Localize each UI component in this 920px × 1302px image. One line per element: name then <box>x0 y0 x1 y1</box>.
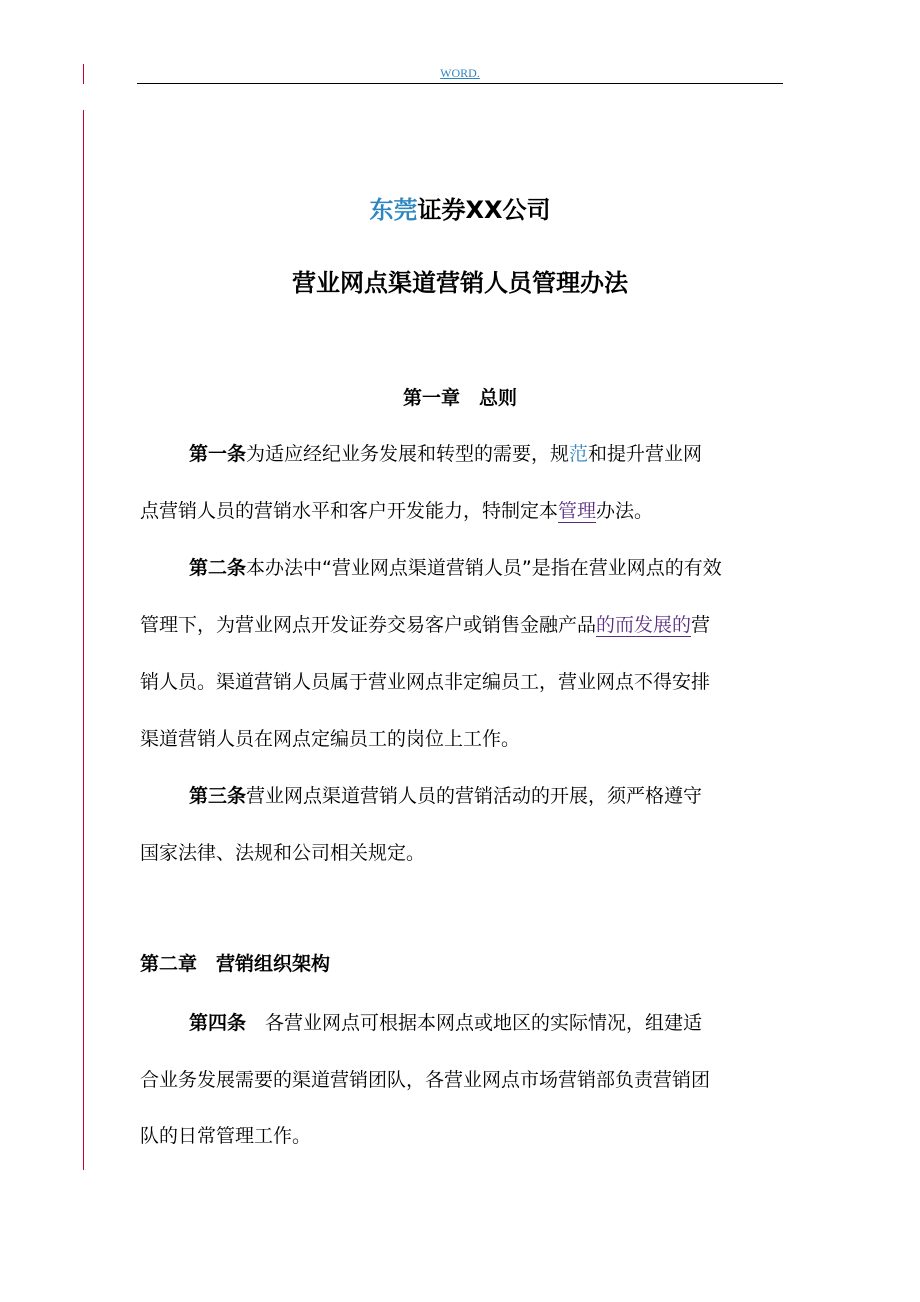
article-1-text: 点营销人员的营销水平和客户开发能力，特制定本 <box>140 500 559 522</box>
article-2-label: 第二条 <box>189 557 247 579</box>
article-2-text: 营 <box>691 614 711 636</box>
title-accent-text: 东莞 <box>369 196 418 224</box>
article-3-label: 第三条 <box>189 785 247 807</box>
article-4-line-1 <box>189 1010 702 1036</box>
chapter-2-heading: 第二章 营销组织架构 <box>140 953 331 975</box>
page-header: WORD. <box>440 66 480 80</box>
article-2-text: 本办法中“营业网点渠道营销人员”是指在营业网点的有效 <box>246 557 722 579</box>
article-2-line-3: 销人员。渠道营销人员属于营业网点非定编员工，营业网点不得安排 <box>140 671 711 693</box>
article-4-label: 第四条 <box>189 1012 247 1034</box>
article-3-line-2: 国家法律、法规和公司相关规定。 <box>140 842 426 864</box>
article-1-text: 办法。 <box>596 500 654 522</box>
chapter-1-heading: 第一章 总则 <box>402 387 517 409</box>
article-2-line-2 <box>140 612 710 638</box>
title-company-text: 证券XX公司 <box>417 196 551 224</box>
header-rule <box>137 83 783 84</box>
article-3-text: 营业网点渠道营销人员的营销活动的开展，须严格遵守 <box>246 785 703 807</box>
article-2-line-4: 渠道营销人员在网点定编员工的岗位上工作。 <box>140 728 521 750</box>
article-1-link[interactable]: 管理 <box>558 500 597 522</box>
article-1-label: 第一条 <box>189 443 247 465</box>
article-1-blue-word: 范 <box>569 443 589 465</box>
article-1-text: 为适应经纪业务发展和转型的需要，规 <box>246 443 570 465</box>
article-2-link[interactable]: 的而发展的 <box>596 614 692 636</box>
article-4-line-3: 队的日常管理工作。 <box>140 1125 312 1147</box>
article-2-line-1 <box>189 555 722 581</box>
document-title-company <box>0 194 920 226</box>
article-4-text: 各营业网点可根据本网点或地区的实际情况，组建适 <box>246 1012 703 1034</box>
article-2-text: 管理下，为营业网点开发证券交易客户或销售金融产品 <box>140 614 597 636</box>
article-1-line-2 <box>140 498 653 524</box>
article-3-line-1 <box>189 783 702 809</box>
article-4-line-2: 合业务发展需要的渠道营销团队，各营业网点市场营销部负责营销团 <box>140 1069 711 1091</box>
article-1-text: 和提升营业网 <box>588 443 703 465</box>
article-1-line-1 <box>189 441 702 467</box>
document-title: 营业网点渠道营销人员管理办法 <box>292 269 628 297</box>
